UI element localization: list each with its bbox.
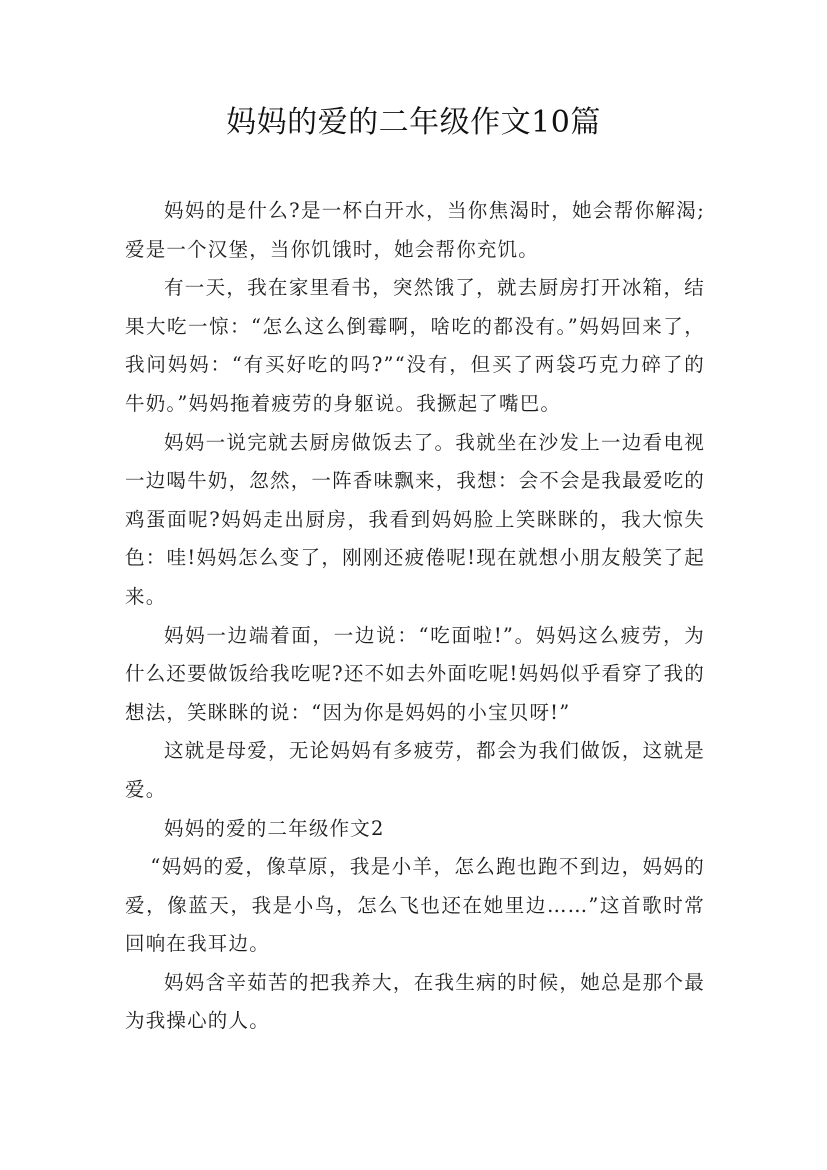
document-title: 妈妈的爱的二年级作文10篇: [226, 105, 601, 140]
document-body: [125, 192, 705, 1041]
paragraph-5: 这就是母爱，无论妈妈有多疲劳，都会为我们做饭，这就是爱。: [125, 739, 705, 801]
paragraph-4: 妈妈一边端着面，一边说：“吃面啦!”。妈妈这么疲劳，为什么还要做饭给我吃呢?还不如去外面吃呢!妈妈似乎看穿了我的想法，笑眯眯的说：“因为你是妈妈的小宝贝呀!”: [125, 623, 705, 724]
paragraph-6: “妈妈的爱，像草原，我是小羊，怎么跑也跑不到边，妈妈的爱，像蓝天，我是小鸟，怎么飞也还在她里边……”这首歌时常回响在我耳边。: [125, 855, 705, 956]
paragraph-3: 妈妈一说完就去厨房做饭去了。我就坐在沙发上一边看电视一边喝牛奶，忽然，一阵香味飘来，我想：会不会是我最爱吃的鸡蛋面呢?妈妈走出厨房，我看到妈妈脸上笑眯眯的，我大惊失色：哇!妈妈怎么变了，刚刚还疲倦呢!现在就想小朋友般笑了起来。: [125, 430, 705, 608]
paragraph-2: 有一天，我在家里看书，突然饿了，就去厨房打开冰箱，结果大吃一惊：“怎么这么倒霉啊，啥吃的都没有。”妈妈回来了，我问妈妈：“有买好吃的吗?”“没有，但买了两袋巧克力碎了的牛奶。”妈妈拖着疲劳的身躯说。我撅起了嘴巴。: [125, 276, 705, 415]
paragraph-7: 妈妈含辛茹苦的把我养大，在我生病的时候，她总是那个最为我操心的人。: [125, 970, 705, 1033]
paragraph-1: 妈妈的是什么?是一杯白开水，当你焦渴时，她会帮你解渴;爱是一个汉堡，当你饥饿时，她会帮你充饥。: [125, 199, 705, 261]
section-heading: 妈妈的爱的二年级作文2: [164, 816, 385, 840]
